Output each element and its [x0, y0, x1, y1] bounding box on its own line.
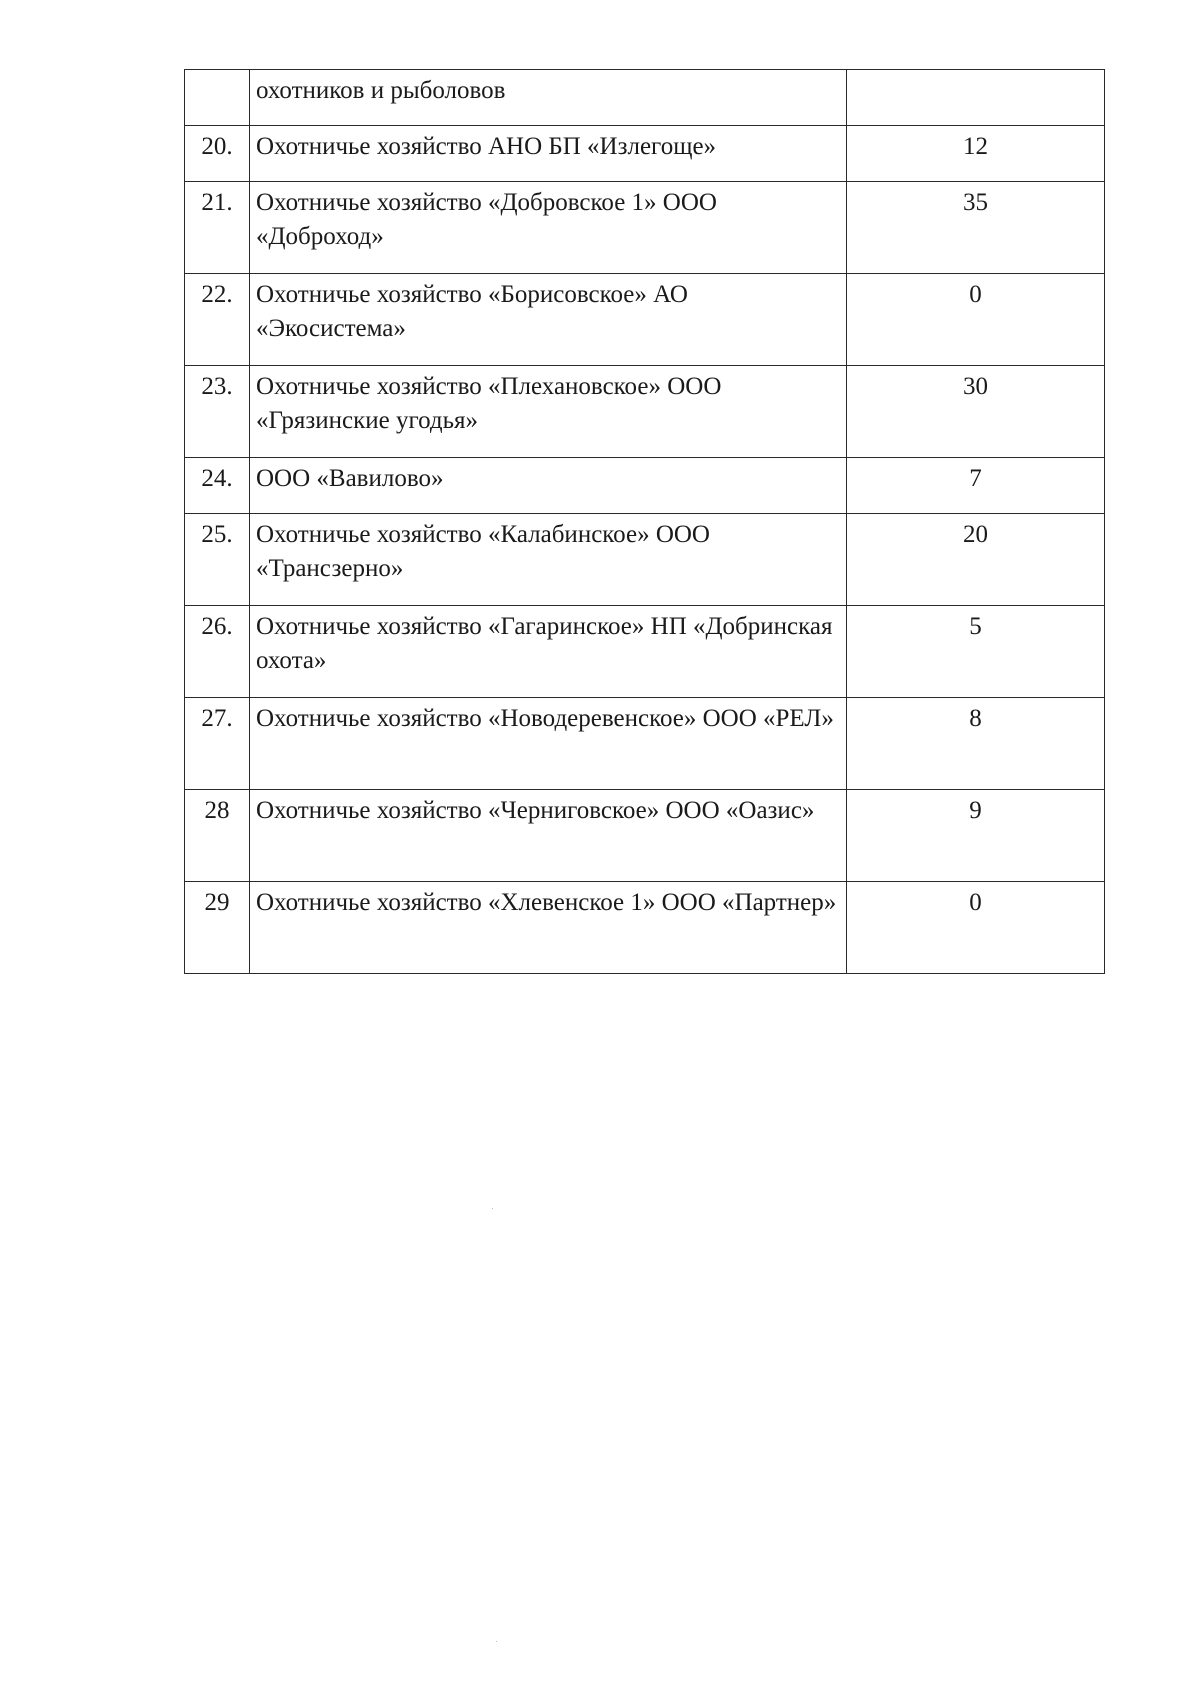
row-value: 35 — [847, 182, 1105, 274]
row-number: 23. — [185, 366, 250, 458]
table-row — [185, 698, 1105, 790]
row-number — [185, 70, 250, 126]
table-row — [185, 274, 1105, 366]
row-value — [847, 70, 1105, 126]
row-name: Охотничье хозяйство «Добровское 1» ООО «Доброход» — [250, 182, 847, 274]
row-number: 20. — [185, 126, 250, 182]
row-number: 29 — [185, 882, 250, 974]
row-name: охотников и рыболовов — [250, 70, 847, 126]
row-value: 0 — [847, 882, 1105, 974]
row-number: 24. — [185, 458, 250, 514]
table-row — [185, 606, 1105, 698]
row-name: Охотничье хозяйство АНО БП «Излегоще» — [250, 126, 847, 182]
table-row — [185, 790, 1105, 882]
table-row — [185, 458, 1105, 514]
table-body — [185, 70, 1105, 974]
row-number: 28 — [185, 790, 250, 882]
row-value: 0 — [847, 274, 1105, 366]
row-value: 12 — [847, 126, 1105, 182]
table-row — [185, 70, 1105, 126]
row-value: 5 — [847, 606, 1105, 698]
row-name: Охотничье хозяйство «Борисовское» АО «Экосистема» — [250, 274, 847, 366]
row-name: Охотничье хозяйство «Калабинское» ООО «Трансзерно» — [250, 514, 847, 606]
row-name: Охотничье хозяйство «Черниговское» ООО «Оазис» — [250, 790, 847, 882]
row-value: 7 — [847, 458, 1105, 514]
row-value: 8 — [847, 698, 1105, 790]
row-name: ООО «Вавилово» — [250, 458, 847, 514]
row-number: 21. — [185, 182, 250, 274]
row-name: Охотничье хозяйство «Хлевенское 1» ООО «Партнер» — [250, 882, 847, 974]
table-row — [185, 126, 1105, 182]
row-number: 22. — [185, 274, 250, 366]
row-name: Охотничье хозяйство «Гагаринское» НП «Добринская охота» — [250, 606, 847, 698]
scan-speck — [496, 1641, 497, 1642]
row-value: 20 — [847, 514, 1105, 606]
hunting-grounds-table — [184, 69, 1105, 974]
row-number: 26. — [185, 606, 250, 698]
row-name: Охотничье хозяйство «Плехановское» ООО «Грязинские угодья» — [250, 366, 847, 458]
row-number: 25. — [185, 514, 250, 606]
row-value: 30 — [847, 366, 1105, 458]
row-value: 9 — [847, 790, 1105, 882]
row-name: Охотничье хозяйство «Новодеревенское» ООО «РЕЛ» — [250, 698, 847, 790]
table-row — [185, 366, 1105, 458]
table-row — [185, 514, 1105, 606]
scan-speck — [492, 1208, 493, 1209]
table-row — [185, 882, 1105, 974]
table-row — [185, 182, 1105, 274]
row-number: 27. — [185, 698, 250, 790]
